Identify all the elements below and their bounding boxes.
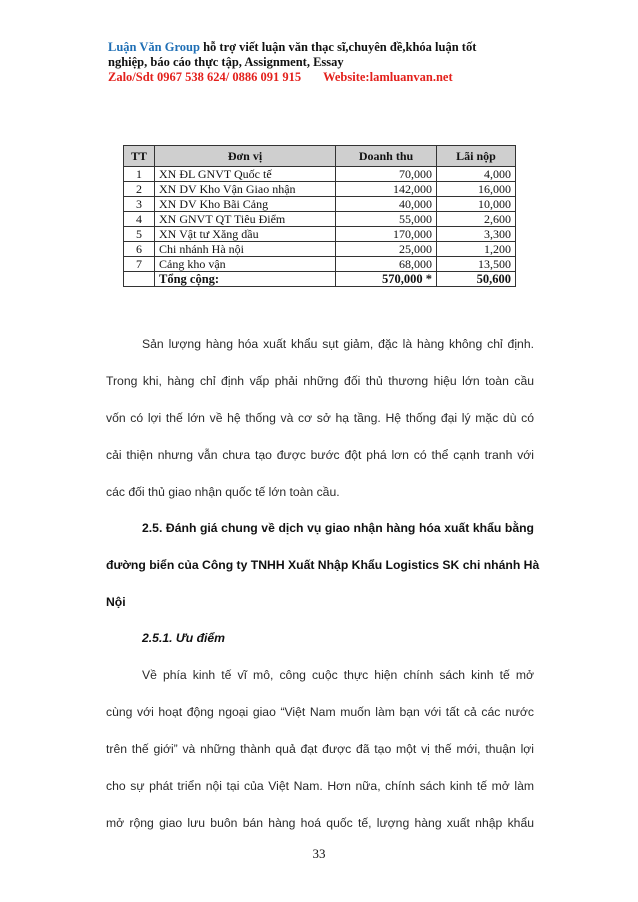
total-revenue: 570,000 *	[336, 272, 437, 287]
column-header-tt: TT	[124, 146, 155, 167]
cell-tt: 5	[124, 227, 155, 242]
cell-revenue: 142,000	[336, 182, 437, 197]
heading-line: 2.5. Đánh giá chung về dịch vụ giao nhận hàng hóa xuất khẩu bằng	[142, 521, 534, 535]
cell-profit: 4,000	[437, 167, 516, 182]
paragraph-line: mở rộng giao lưu buôn bán hàng hoá quốc tế, lượng hàng xuất nhập khẩu	[106, 816, 534, 830]
table-row	[124, 197, 516, 212]
cell-revenue: 70,000	[336, 167, 437, 182]
paragraph-line: các đối thủ giao nhận quốc tế lớn toàn cầu.	[106, 485, 340, 499]
cell-unit: XN Vật tư Xăng dầu	[155, 227, 336, 242]
cell-revenue: 68,000	[336, 257, 437, 272]
cell-revenue: 25,000	[336, 242, 437, 257]
cell-revenue: 170,000	[336, 227, 437, 242]
cell-tt: 7	[124, 257, 155, 272]
header-tagline: hỗ trợ viết luận văn thạc sĩ,chuyên đề,khóa luận tốt	[199, 40, 477, 54]
table-row	[124, 182, 516, 197]
cell-profit: 2,600	[437, 212, 516, 227]
header-line-2: nghiệp, báo cáo thực tập, Assignment, Essay	[108, 55, 344, 69]
table-row	[124, 257, 516, 272]
table-row	[124, 212, 516, 227]
paragraph-line: trên thế giới” và những thành quả đạt được đã tạo một vị thế mới, thuận lợi	[106, 742, 534, 756]
cell-tt: 2	[124, 182, 155, 197]
cell-profit: 1,200	[437, 242, 516, 257]
table-total-row	[124, 272, 516, 287]
table-row	[124, 242, 516, 257]
header-line-1	[108, 40, 548, 55]
column-header-revenue: Doanh thu	[336, 146, 437, 167]
cell-tt: 6	[124, 242, 155, 257]
paragraph-line: cùng với hoạt động ngoại giao “Việt Nam muốn làm bạn với tất cả các nước	[106, 705, 534, 719]
heading-line: Nội	[106, 595, 126, 609]
column-header-unit: Đơn vị	[155, 146, 336, 167]
cell-profit: 13,500	[437, 257, 516, 272]
table-row	[124, 227, 516, 242]
table-row	[124, 167, 516, 182]
subsection-heading: 2.5.1. Ưu điểm	[142, 631, 226, 645]
cell-unit: XN DV Kho Bãi Cảng	[155, 197, 336, 212]
paragraph-line: cho sự phát triển nội tại của Việt Nam. Hơn nữa, chính sách kinh tế mở làm	[106, 779, 534, 793]
page-number: 33	[312, 846, 326, 861]
paragraph-line: Về phía kinh tế vĩ mô, công cuộc thực hiện chính sách kinh tế mở	[142, 668, 534, 682]
brand-name: Luận Văn Group	[108, 40, 200, 54]
cell-tt: 1	[124, 167, 155, 182]
table-header-row	[124, 146, 516, 167]
paragraph-line: vốn có lợi thế lớn về hệ thống và cơ sở hạ tầng. Hệ thống đại lý mặc dù có	[106, 411, 534, 425]
cell-tt: 4	[124, 212, 155, 227]
page-header	[108, 40, 548, 85]
cell-profit: 10,000	[437, 197, 516, 212]
cell-unit: XN GNVT QT Tiêu Điểm	[155, 212, 336, 227]
header-contact-line	[108, 70, 548, 85]
cell-revenue: 55,000	[336, 212, 437, 227]
cell-unit: XN ĐL GNVT Quốc tế	[155, 167, 336, 182]
paragraph-line: Sản lượng hàng hóa xuất khẩu sụt giảm, đặc là hàng không chỉ định.	[142, 337, 534, 351]
contact-website: Website:lamluanvan.net	[323, 70, 453, 84]
cell-unit: Cảng kho vận	[155, 257, 336, 272]
cell-profit: 3,300	[437, 227, 516, 242]
paragraph-line: cải thiện nhưng vẫn chưa tạo được bước đột phá lơn có thể cạnh tranh với	[106, 448, 534, 462]
total-label: Tổng cộng:	[155, 272, 336, 287]
cell-revenue: 40,000	[336, 197, 437, 212]
paragraph-line: Trong khi, hàng chỉ định vấp phải những đối thủ thương hiệu lớn toàn cầu	[106, 374, 534, 388]
cell-unit: XN DV Kho Vận Giao nhận	[155, 182, 336, 197]
revenue-table	[123, 145, 516, 287]
cell-unit: Chi nhánh Hà nội	[155, 242, 336, 257]
column-header-profit: Lãi nộp	[437, 146, 516, 167]
total-profit: 50,600	[437, 272, 516, 287]
heading-line: đường biển của Công ty TNHH Xuất Nhập Khẩu Logistics SK chi nhánh Hà	[106, 558, 540, 572]
cell-tt: 3	[124, 197, 155, 212]
cell-profit: 16,000	[437, 182, 516, 197]
cell-tt	[124, 272, 155, 287]
contact-phone: Zalo/Sdt 0967 538 624/ 0886 091 915	[108, 70, 302, 84]
